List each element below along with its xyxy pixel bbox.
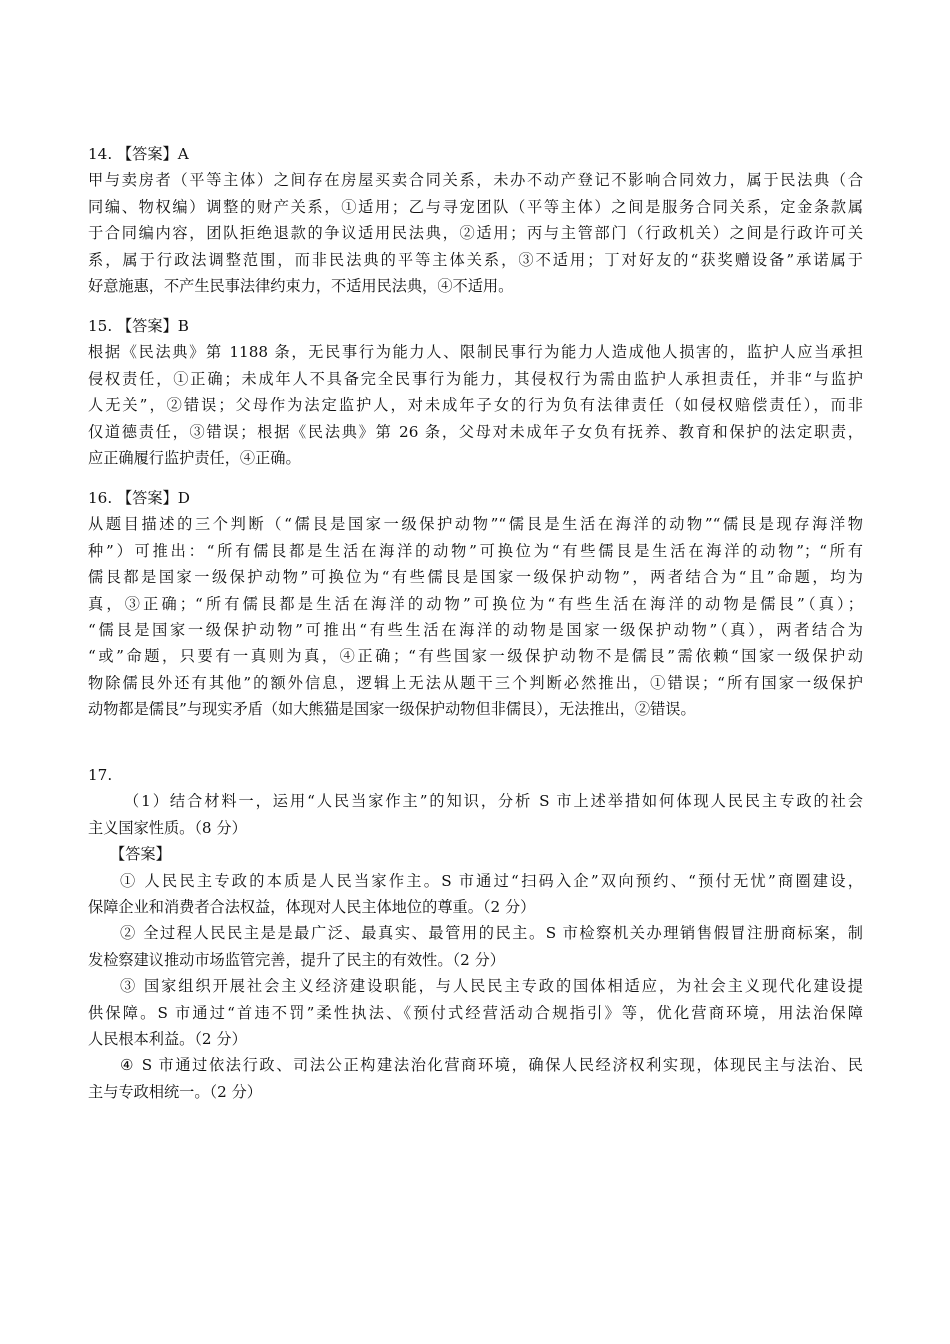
- question-17-prompt-line: 主义国家性质。（8 分）: [88, 818, 247, 837]
- answer-16-section: [88, 485, 863, 723]
- answer-15-line: 应正确履行监护责任，④正确。: [88, 449, 301, 468]
- answer-16-line: 动物都是儒艮”与现实矛盾（如大熊猫是国家一级保护动物但非儒艮），无法推出，②错误。: [88, 700, 696, 719]
- answer-17-point-line: 保障企业和消费者合法权益，体现对人民主体地位的尊重。（2 分）: [88, 898, 536, 917]
- answer-16-line: “或”命题，只要有一真则为真，④正确；“有些国家一级保护动物不是儒艮”需依赖“国家一级保护动: [88, 647, 863, 666]
- answer-14-line: 系，属于行政法调整范围，而非民法典的平等主体关系，③不适用；丁对好友的“获奖赠设备”承诺属于: [88, 250, 863, 269]
- answer-17-point-2: [88, 920, 863, 973]
- answer-15-line: 根据《民法典》第 1188 条，无民事行为能力人、限制民事行为能力人造成他人损害的，监护人应当承担: [88, 343, 863, 362]
- answer-16-heading: 16. 【答案】D: [88, 489, 190, 507]
- question-17-prompt-line: （1）结合材料一，运用“人民当家作主”的知识，分析 S 市上述举措如何体现人民民主专政的社会: [124, 792, 863, 811]
- answer-14-line: 同编、物权编）调整的财产关系，①适用；乙与寻宠团队（平等主体）之间是服务合同关系，定金条款属: [88, 197, 863, 216]
- answer-15-line: 人无关”，②错误；父母作为法定监护人，对未成年子女的行为负有法律责任（如侵权赔偿责任），而非: [88, 396, 863, 415]
- answer-16-line: 物除儒艮外还有其他”的额外信息，逻辑上无法从题干三个判断必然推出，①错误；“所有国家一级保护: [88, 673, 863, 692]
- answer-17-point-line: ③ 国家组织开展社会主义经济建设职能，与人民民主专政的国体相适应，为社会主义现代化建设提: [120, 977, 863, 996]
- answer-14-section: [88, 141, 863, 299]
- answer-17-point-line: ④ S 市通过依法行政、司法公正构建法治化营商环境，确保人民经济权利实现，体现民主与法治、民: [120, 1056, 863, 1075]
- answer-14-heading: 14. 【答案】A: [88, 145, 189, 163]
- question-17-section: [88, 762, 863, 1105]
- answer-17-point-line: 人民根本利益。（2 分）: [88, 1030, 247, 1049]
- answer-16-line: 从题目描述的三个判断（“儒艮是国家一级保护动物”“儒艮是生活在海洋的动物”“儒艮是现存海洋物: [88, 515, 863, 534]
- answer-17-point-3: [88, 973, 863, 1052]
- answer-15-section: [88, 313, 863, 471]
- answer-16-line: 儒艮都是国家一级保护动物”可换位为“有些儒艮是国家一级保护动物”，两者结合为“且”命题，均为: [88, 568, 863, 587]
- answer-15-line: 侵权责任，①正确；未成年人不具备完全民事行为能力，其侵权行为需由监护人承担责任，并非“与监护: [88, 369, 863, 388]
- answer-17-point-line: 供保障。S 市通过“首违不罚”柔性执法、《预付式经营活动合规指引》等，优化营商环境，用法治保障: [88, 1003, 863, 1022]
- answer-16-line: 真，③正确；“所有儒艮都是生活在海洋的动物”可换位为“有些生活在海洋的动物是儒艮”（真）；: [88, 594, 863, 613]
- answer-16-line: 种”）可推出：“所有儒艮都是生活在海洋的动物”可换位为“有些儒艮是生活在海洋的动物”；“所有: [88, 541, 863, 560]
- answer-15-line: 仅道德责任，③错误；根据《民法典》第 26 条，父母对未成年子女负有抚养、教育和保护的法定职责，: [88, 422, 863, 441]
- answer-14-line: 好意施惠，不产生民事法律约束力，不适用民法典，④不适用。: [88, 277, 514, 296]
- answer-15-heading: 15. 【答案】B: [88, 317, 189, 335]
- answer-14-line: 于合同编内容，团队拒绝退款的争议适用民法典，②适用；丙与主管部门（行政机关）之间是行政许可关: [88, 224, 863, 243]
- question-17-heading: 17.: [88, 766, 113, 784]
- answer-17-point-line: ② 全过程人民民主是是最广泛、最真实、最管用的民主。S 市检察机关办理销售假冒注册商标案，制: [120, 924, 863, 943]
- answer-17-point-line: 主与专政相统一。（2 分）: [88, 1082, 262, 1101]
- answer-17-point-1: [88, 868, 863, 921]
- answer-17-point-line: ① 人民民主专政的本质是人民当家作主。S 市通过“扫码入企”双向预约、“预付无忧”商圈建设，: [120, 871, 863, 890]
- answer-16-line: “儒艮是国家一级保护动物”可推出“有些生活在海洋的动物是国家一级保护动物”（真），两者结合为: [88, 621, 863, 640]
- answer-14-line: 甲与卖房者（平等主体）之间存在房屋买卖合同关系，未办不动产登记不影响合同效力，属于民法典（合: [88, 171, 863, 190]
- answer-17-point-line: 发检察建议推动市场监管完善，提升了民主的有效性。（2 分）: [88, 950, 505, 969]
- answer-17-label: 【答案】: [110, 845, 171, 864]
- answer-17-point-4: [88, 1052, 863, 1105]
